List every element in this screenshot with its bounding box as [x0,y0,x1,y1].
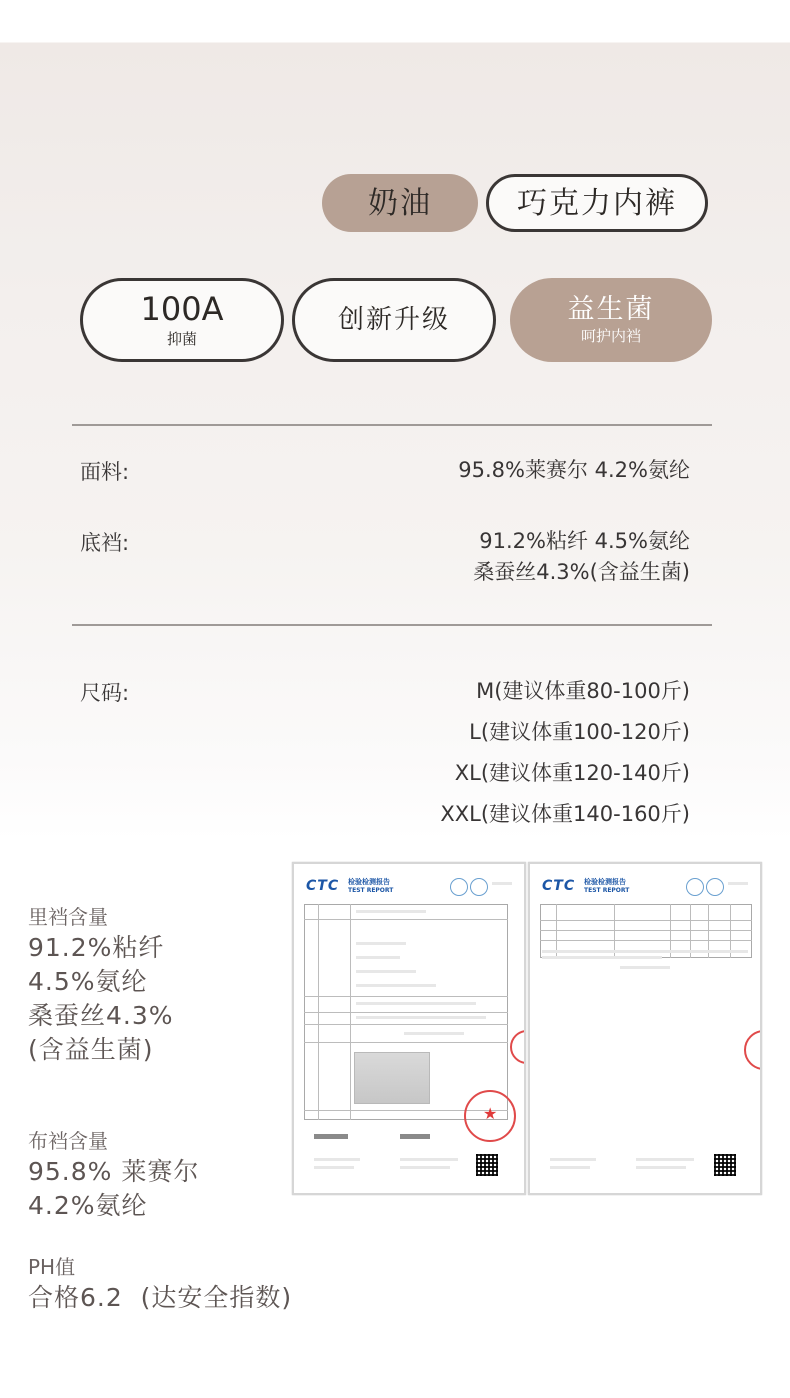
table-text [356,970,416,973]
table-text [356,1016,486,1019]
inner-crotch-title: 里裆含量 [28,905,108,929]
report-end-mark [620,966,670,969]
table-text [356,1002,476,1005]
table-note [542,956,662,959]
color-option-chocolate-label: 巧克力内裤 [517,185,677,221]
outer-crotch-title: 布裆含量 [28,1129,108,1153]
report-header [540,876,752,898]
report-title: 检验检测报告 [348,878,390,886]
crotch-value-line1: 91.2%粘纤 4.5%氨纶 [479,529,690,553]
stamp-edge [510,1030,526,1064]
cnas-icon [470,878,488,896]
footer-text [550,1158,596,1161]
size-label: 尺码: [80,681,130,705]
color-option-cream-label: 奶油 [368,185,432,221]
test-report-page-1 [292,862,526,1195]
table-row-line [540,930,752,931]
feature-antibacterial-sub: 抑菌 [166,329,197,348]
table-text [404,1032,464,1035]
feature-probiotic [510,278,712,362]
ilac-mra-icon [450,878,468,896]
table-row-line [304,919,508,920]
fabric-value: 95.8%莱赛尔 4.2%氨纶 [458,458,690,482]
table-row-line [540,940,752,941]
feature-antibacterial [80,278,284,362]
signature [314,1134,348,1139]
report-title: 检验检测报告 [584,878,626,886]
color-option-cream[interactable] [322,174,478,232]
table-row-line [304,1024,508,1025]
table-text [356,956,400,959]
ph-value: 合格6.2 (达安全指数) [28,1283,293,1312]
stamp-star-icon: ★ [483,1104,498,1123]
table-row-line [304,996,508,997]
qr-code [714,1154,736,1176]
crotch-value-line2: 桑蚕丝4.3%(含益生菌) [473,560,690,584]
divider-middle [72,624,712,626]
ctc-logo: CTC [542,878,576,894]
report-header [304,876,516,898]
footer-text [636,1166,686,1169]
inner-crotch-line: (含益生菌) [28,1035,154,1064]
size-xxl: XXL(建议体重140-160斤) [440,802,690,826]
ctc-logo: CTC [306,878,340,894]
test-report-page-2 [528,862,762,1195]
inner-crotch-line: 桑蚕丝4.3% [28,1001,174,1030]
ph-title: PH值 [28,1255,76,1279]
color-option-chocolate[interactable] [486,174,708,232]
sample-photo [354,1052,430,1104]
cert-text [728,882,748,885]
cnas-icon [706,878,724,896]
inner-crotch-content [28,903,174,1067]
size-l: L(建议体重100-120斤) [469,720,690,744]
stamp-edge [744,1030,762,1070]
feature-probiotic-main: 益生菌 [567,294,655,326]
cert-text [492,882,512,885]
feature-antibacterial-main: 100A [140,290,224,329]
feature-upgrade [292,278,496,362]
table-text [356,942,406,945]
inner-crotch-line: 4.5%氨纶 [28,967,148,996]
ph-content [28,1253,292,1315]
table-row-line [304,1012,508,1013]
report-subtitle: TEST REPORT [584,887,630,894]
table-row-line [540,920,752,921]
outer-crotch-line: 95.8% 莱赛尔 [28,1157,200,1186]
report-subtitle: TEST REPORT [348,887,394,894]
footer-text [550,1166,590,1169]
footer-text [400,1166,450,1169]
outer-crotch-content [28,1127,199,1223]
table-row-line [304,1042,508,1043]
outer-crotch-line: 4.2%氨纶 [28,1191,148,1220]
size-m: M(建议体重80-100斤) [476,679,690,703]
footer-text [400,1158,458,1161]
footer-text [314,1158,360,1161]
table-note [542,950,748,953]
table-text [356,984,436,987]
fabric-label: 面料: [80,460,130,484]
inner-crotch-line: 91.2%粘纤 [28,933,165,962]
signature [400,1134,430,1139]
divider-top [72,424,712,426]
feature-probiotic-sub: 呵护内裆 [580,326,641,345]
crotch-label: 底裆: [80,531,130,555]
size-xl: XL(建议体重120-140斤) [454,761,690,785]
table-text [356,910,426,913]
footer-text [636,1158,694,1161]
footer-text [314,1166,354,1169]
ilac-mra-icon [686,878,704,896]
qr-code [476,1154,498,1176]
feature-upgrade-label: 创新升级 [337,304,450,335]
